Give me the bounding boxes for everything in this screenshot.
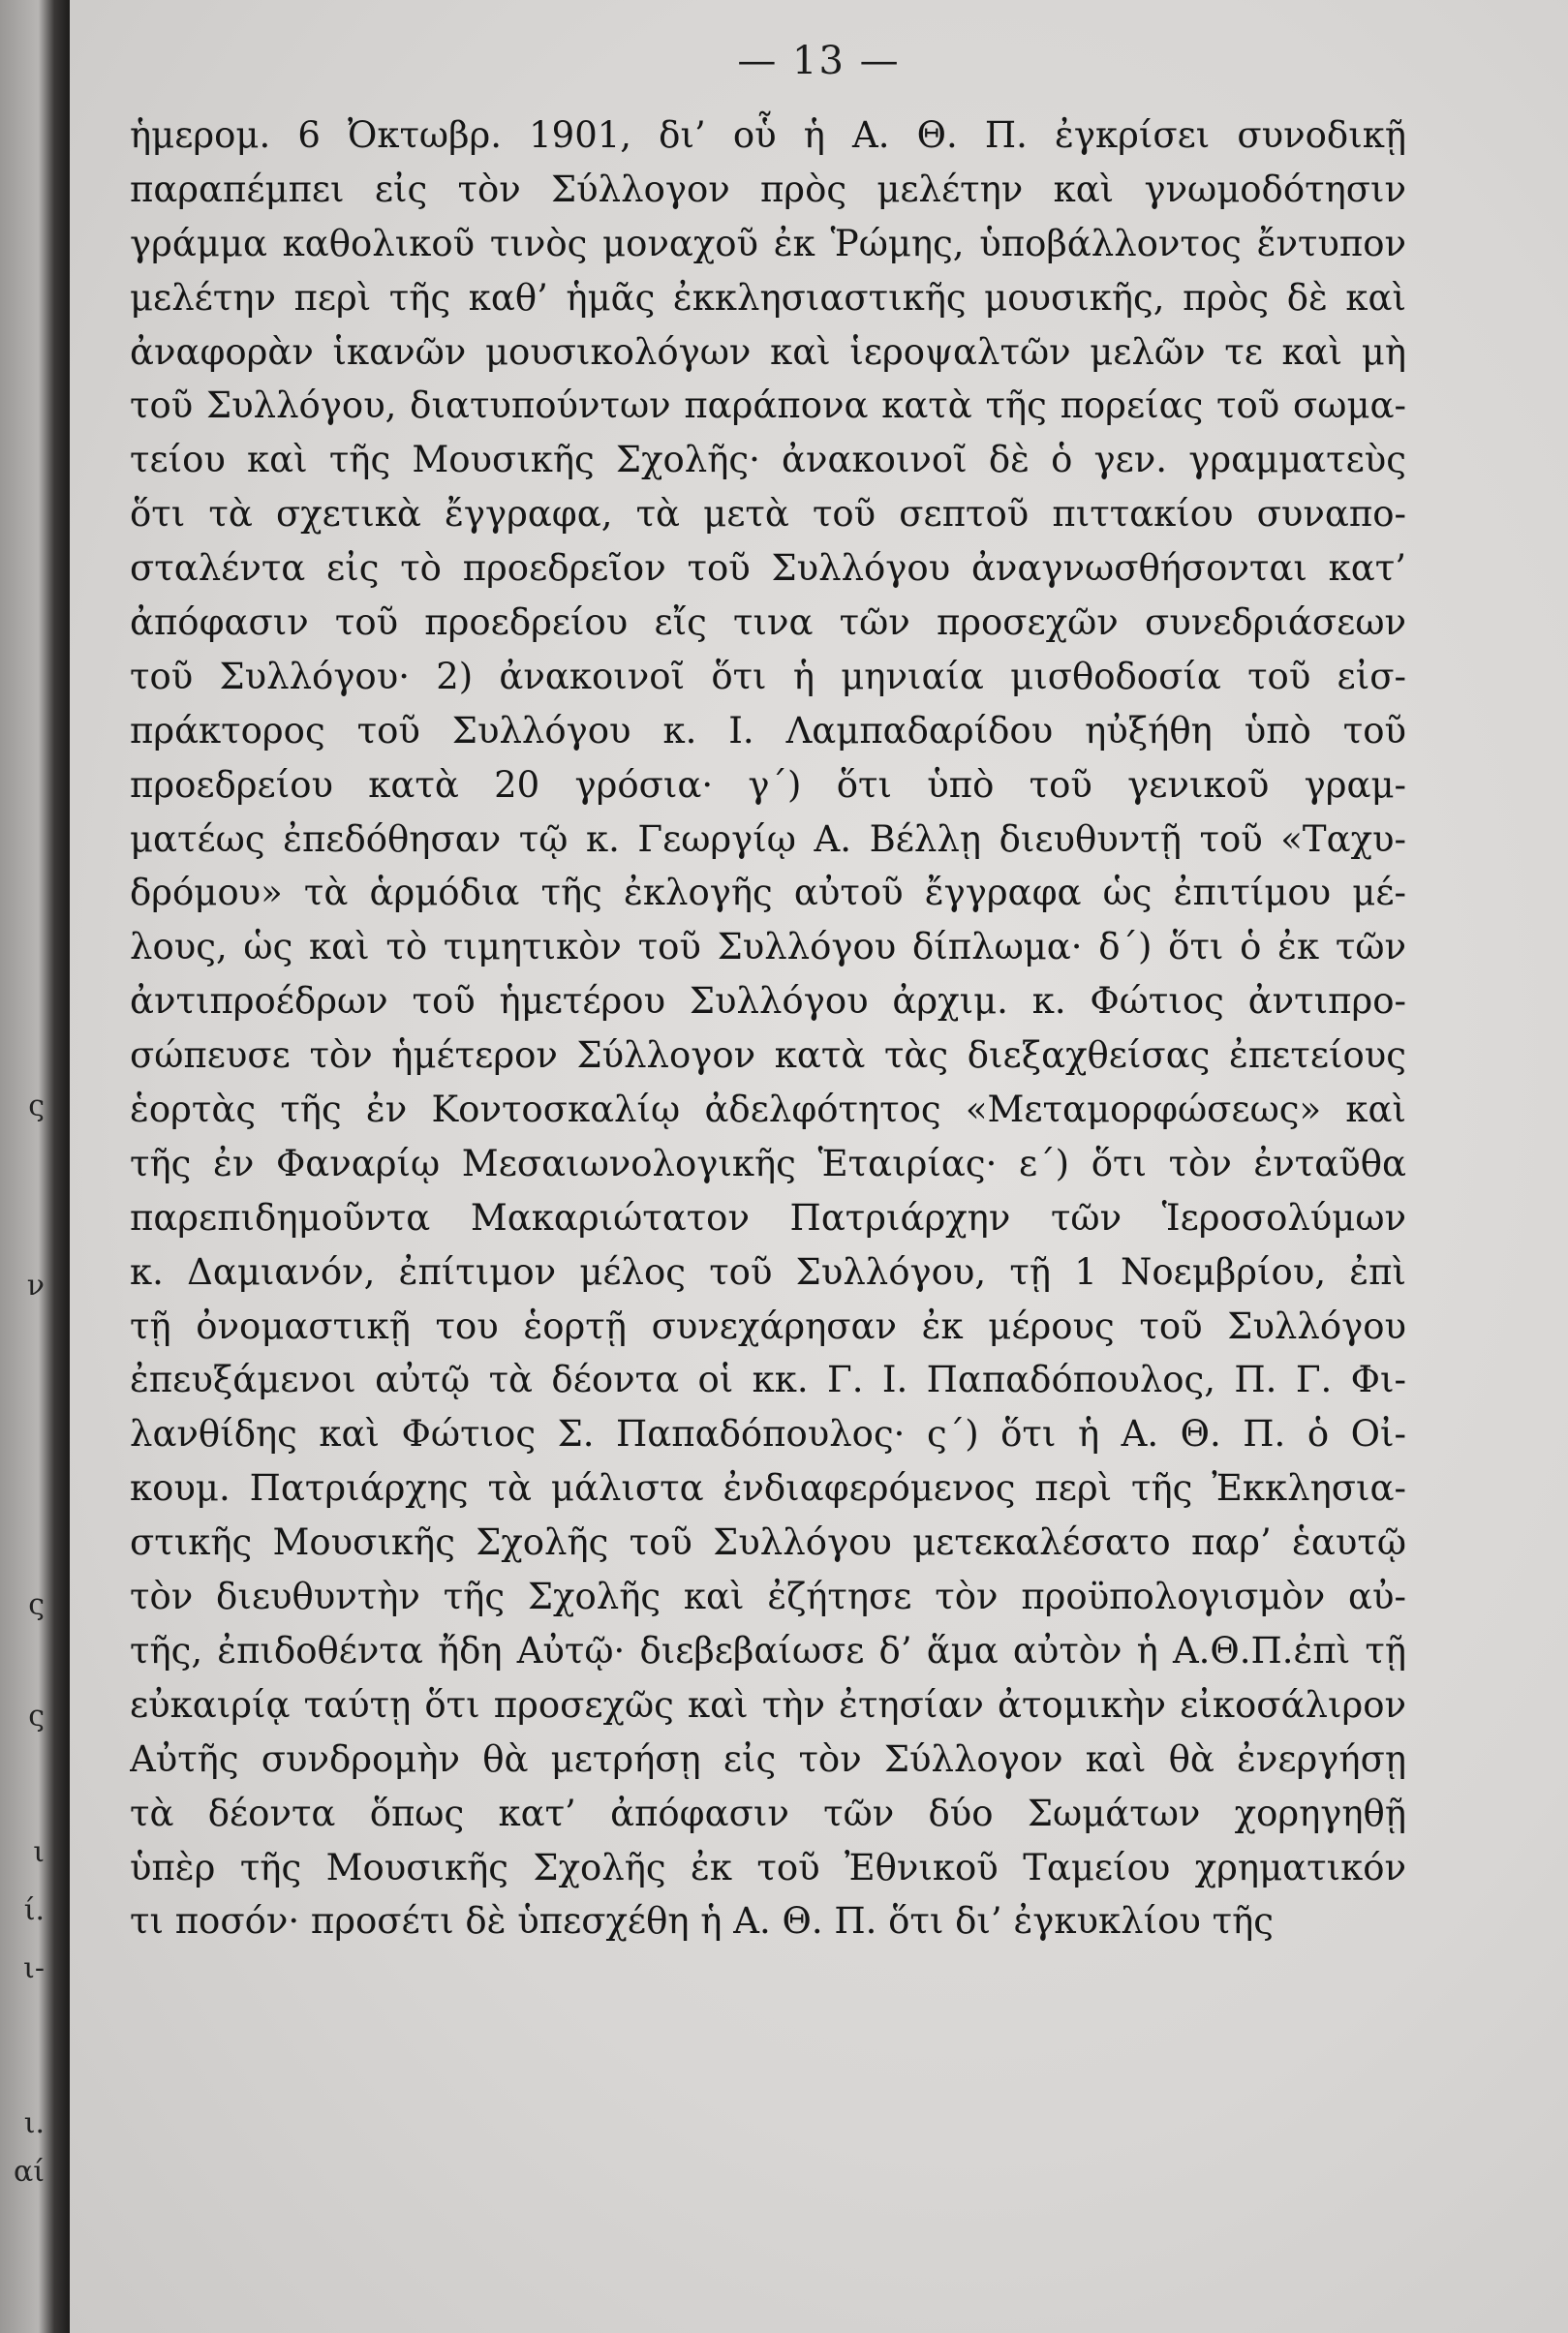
text-line: ἐπευξάμενοι αὐτῷ τὰ δέοντα οἱ κκ. Γ. Ι. Παπαδόπουλος, Π. Γ. Φι- [130, 1359, 1406, 1401]
text-line: τῇ ὀνομαστικῇ του ἑορτῇ συνεχάρησαν ἐκ μέρους τοῦ Συλλόγου [130, 1305, 1406, 1347]
margin-fragment: ι. [23, 2106, 45, 2140]
text-line: εὐκαιρίᾳ ταύτῃ ὅτι προσεχῶς καὶ τὴν ἐτησίαν ἀτομικὴν εἰκοσάλιρον [130, 1683, 1406, 1726]
text-line: λανθίδης καὶ Φώτιος Σ. Παπαδόπουλος· ς΄) ὅτι ἡ Α. Θ. Π. ὁ Οἰ- [130, 1413, 1406, 1456]
text-line: προεδρείου κατὰ 20 γρόσια· γ΄) ὅτι ὑπὸ τοῦ γενικοῦ γραμ- [130, 763, 1406, 806]
text-line: σταλέντα εἰς τὸ προεδρεῖον τοῦ Συλλόγου ἀναγνωσθήσονται κατ’ [130, 547, 1406, 590]
text-line: ματέως ἐπεδόθησαν τῷ κ. Γεωργίῳ Α. Βέλλῃ διευθυντῇ τοῦ «Ταχυ- [130, 817, 1406, 860]
text-line: σώπευσε τὸν ἡμέτερον Σύλλογον κατὰ τὰς διεξαχθείσας ἐπετείους [130, 1034, 1406, 1077]
text-line: τι ποσόν· προσέτι δὲ ὑπεσχέθη ἡ Α. Θ. Π. ὅτι δι’ ἐγκυκλίου τῆς [130, 1900, 1275, 1943]
margin-fragment: ς [28, 1090, 45, 1123]
text-line: τῆς, ἐπιδοθέντα ἤδη Αὐτῷ· διεβεβαίωσε δ’ ἅμα αὐτὸν ἡ Α.Θ.Π.ἐπὶ τῇ [130, 1629, 1406, 1672]
margin-fragment: ν [26, 1269, 45, 1303]
book-binding-edge [0, 0, 70, 2333]
margin-fragment: ι [33, 1835, 45, 1869]
text-line: Αὐτῆς συνδρομὴν θὰ μετρήσῃ εἰς τὸν Σύλλογον καὶ θὰ ἐνεργήσῃ [130, 1737, 1406, 1780]
text-line: γράμμα καθολικοῦ τινὸς μοναχοῦ ἐκ Ῥώμης, ὑποβάλλοντος ἔντυπον [130, 222, 1406, 264]
text-line: ἀναφορὰν ἱκανῶν μουσικολόγων καὶ ἱεροψαλτῶν μελῶν τε καὶ μὴ [130, 330, 1406, 373]
text-line: λους, ὡς καὶ τὸ τιμητικὸν τοῦ Συλλόγου δίπλωμα· δ΄) ὅτι ὁ ἐκ τῶν [130, 926, 1406, 968]
text-line: τείου καὶ τῆς Μουσικῆς Σχολῆς· ἀνακοινοῖ δὲ ὁ γεν. γραμματεὺς [130, 439, 1406, 481]
margin-fragment: αί [13, 2155, 45, 2189]
text-line: τὸν διευθυντὴν τῆς Σχολῆς καὶ ἐζήτησε τὸν προϋπολογισμὸν αὐ- [130, 1576, 1406, 1618]
text-line: ἡμερομ. 6 Ὀκτωβρ. 1901, δι’ οὗ ἡ Α. Θ. Π. ἐγκρίσει συνοδικῇ [130, 114, 1406, 156]
text-line: μελέτην περὶ τῆς καθ’ ἡμᾶς ἐκκλησιαστικῆς μουσικῆς, πρὸς δὲ καὶ [130, 276, 1406, 319]
text-line: κουμ. Πατριάρχης τὰ μάλιστα ἐνδιαφερόμενος περὶ τῆς Ἐκκλησια- [130, 1467, 1406, 1510]
margin-fragment: ς [28, 1588, 45, 1622]
page-number: — 13 — [737, 39, 901, 83]
text-line: τὰ δέοντα ὅπως κατ’ ἀπόφασιν τῶν δύο Σωμάτων χορηγηθῇ [130, 1792, 1406, 1834]
text-line: ἀντιπροέδρων τοῦ ἡμετέρου Συλλόγου ἀρχιμ. κ. Φώτιος ἀντιπρο- [130, 980, 1406, 1023]
text-line: δρόμου» τὰ ἁρμόδια τῆς ἐκλογῆς αὐτοῦ ἔγγραφα ὡς ἐπιτίμου μέ- [130, 872, 1406, 914]
margin-fragment: ς [28, 1700, 45, 1734]
text-line: πράκτορος τοῦ Συλλόγου κ. Ι. Λαμπαδαρίδου ηὐξήθη ὑπὸ τοῦ [130, 709, 1406, 752]
text-line: ἀπόφασιν τοῦ προεδρείου εἴς τινα τῶν προσεχῶν συνεδριάσεων [130, 601, 1406, 644]
text-line: τοῦ Συλλόγου· 2) ἀνακοινοῖ ὅτι ἡ μηνιαία μισθοδοσία τοῦ εἰσ- [130, 655, 1406, 697]
text-line: τοῦ Συλλόγου, διατυπούντων παράπονα κατὰ τῆς πορείας τοῦ σωμα- [130, 384, 1406, 427]
text-line: στικῆς Μουσικῆς Σχολῆς τοῦ Συλλόγου μετεκαλέσατο παρ’ ἑαυτῷ [130, 1521, 1406, 1564]
body-text [130, 108, 1406, 1949]
text-line: κ. Δαμιανόν, ἐπίτιμον μέλος τοῦ Συλλόγου, τῇ 1 Νοεμβρίου, ἐπὶ [130, 1250, 1406, 1293]
text-line: ὑπὲρ τῆς Μουσικῆς Σχολῆς ἐκ τοῦ Ἐθνικοῦ Ταμείου χρηματικόν [130, 1846, 1406, 1888]
text-line: παρεπιδημοῦντα Μακαριώτατον Πατριάρχην τῶν Ἱεροσολύμων [130, 1196, 1406, 1239]
book-page [70, 0, 1568, 2333]
text-line: τῆς ἐν Φαναρίῳ Μεσαιωνολογικῆς Ἑταιρίας· ε΄) ὅτι τὸν ἐνταῦθα [130, 1142, 1406, 1184]
text-line: παραπέμπει εἰς τὸν Σύλλογον πρὸς μελέτην καὶ γνωμοδότησιν [130, 168, 1406, 210]
text-line: ὅτι τὰ σχετικὰ ἔγγραφα, τὰ μετὰ τοῦ σεπτοῦ πιττακίου συναπο- [130, 493, 1406, 536]
margin-fragment: ι- [23, 1951, 45, 1985]
margin-fragment: ί. [23, 1893, 45, 1927]
text-line: ἑορτὰς τῆς ἐν Κοντοσκαλίῳ ἀδελφότητος «Μεταμορφώσεως» καὶ [130, 1089, 1406, 1131]
